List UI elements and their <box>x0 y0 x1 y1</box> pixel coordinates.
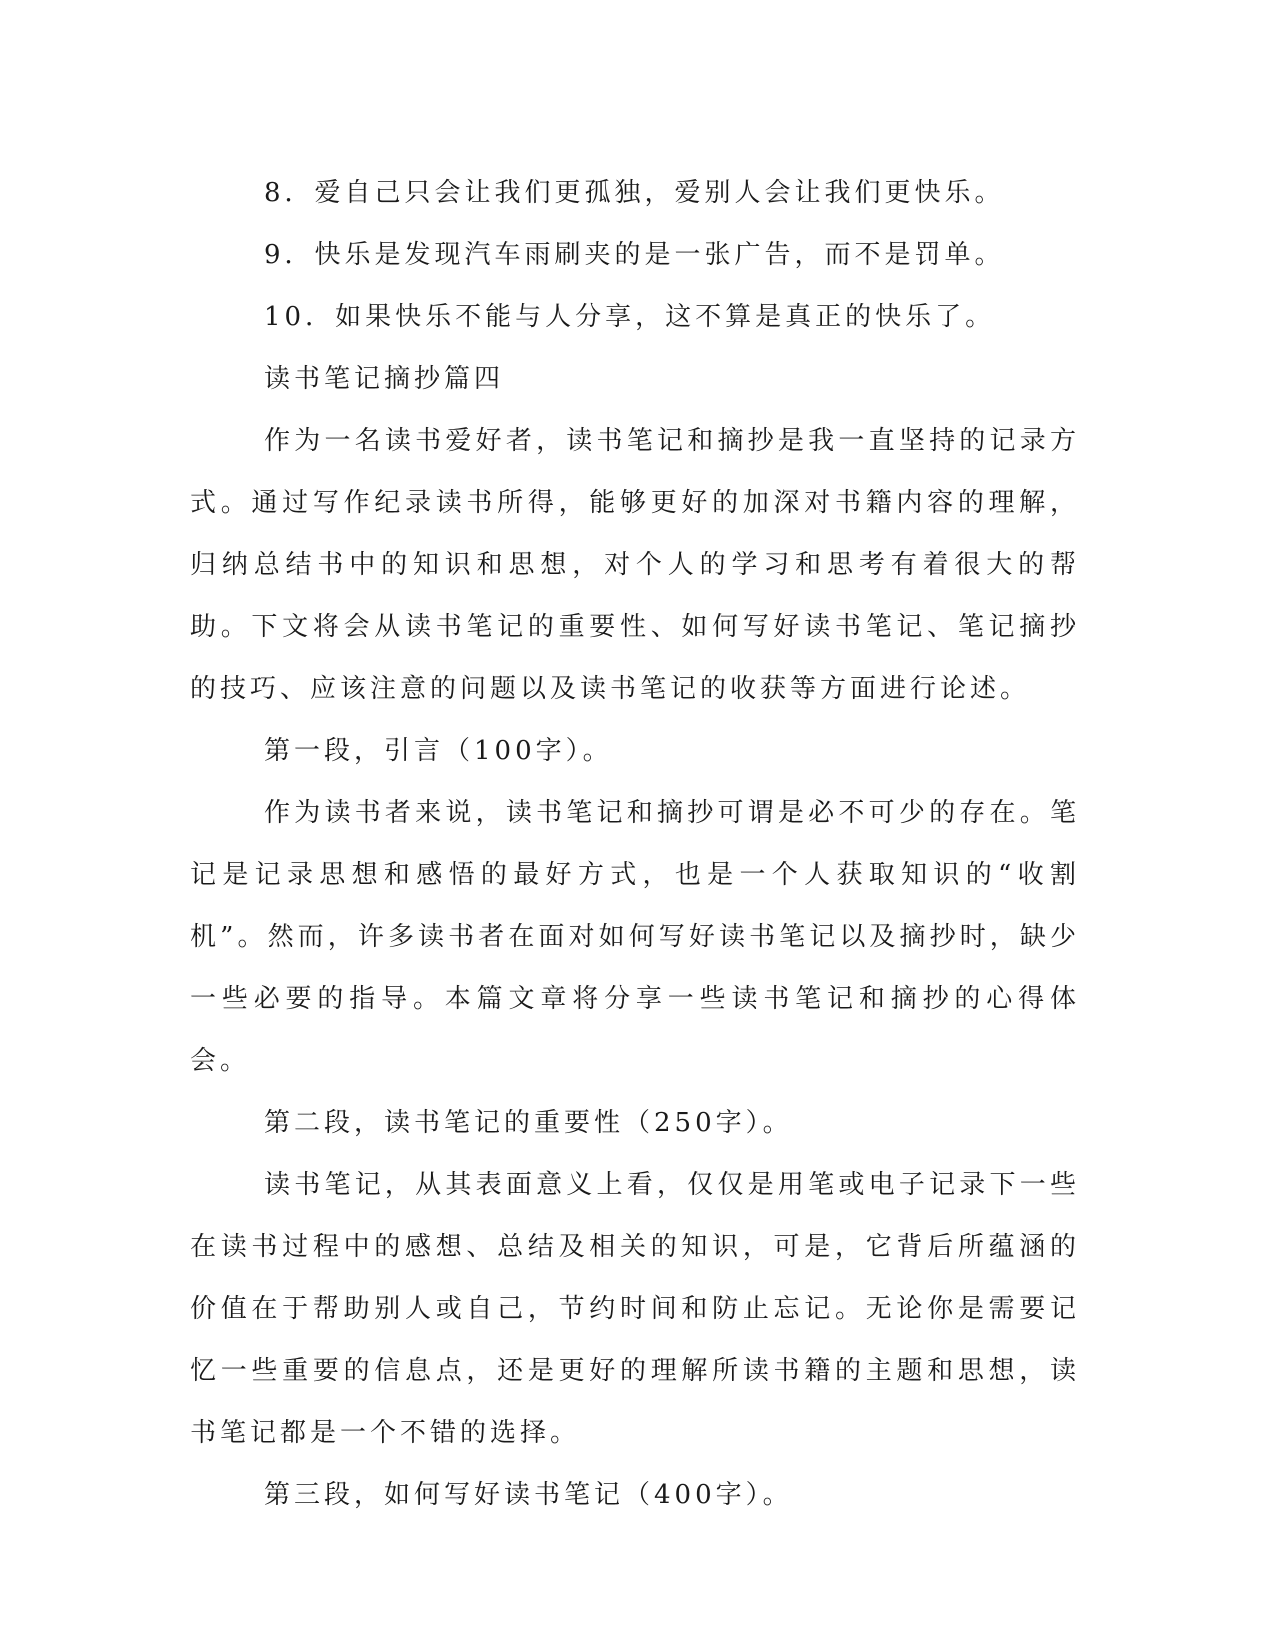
paragraph-2: 读书笔记，从其表面意义上看，仅仅是用笔或电子记录下一些在读书过程中的感想、总结及相关的知识，可是，它背后所蕴涵的价值在于帮助别人或自己，节约时间和防止忘记。无论你是需要记忆一些重要的信息点，还是更好的理解所读书籍的主题和思想，读书笔记都是一个不错的选择。 <box>190 1170 1080 1448</box>
list-item-8: 8．爱自己只会让我们更孤独，爱别人会让我们更快乐。 <box>264 178 1005 208</box>
list-item-10: 10．如果快乐不能与人分享，这不算是真正的快乐了。 <box>264 302 996 332</box>
section-heading-3: 第三段，如何写好读书笔记（400字）。 <box>264 1480 793 1510</box>
section-heading-2: 第二段，读书笔记的重要性（250字）。 <box>264 1108 793 1138</box>
document-body <box>190 162 1080 1526</box>
section-heading-1: 第一段，引言（100字）。 <box>264 736 613 766</box>
intro-paragraph: 作为一名读书爱好者，读书笔记和摘抄是我一直坚持的记录方式。通过写作纪录读书所得，能够更好的加深对书籍内容的理解，归纳总结书中的知识和思想，对个人的学习和思考有着很大的帮助。下文将会从读书笔记的重要性、如何写好读书笔记、笔记摘抄的技巧、应该注意的问题以及读书笔记的收获等方面进行论述。 <box>190 426 1080 704</box>
section-title: 读书笔记摘抄篇四 <box>264 364 505 394</box>
paragraph-1: 作为读书者来说，读书笔记和摘抄可谓是必不可少的存在。笔记是记录思想和感悟的最好方式，也是一个人获取知识的“收割机”。然而，许多读书者在面对如何写好读书笔记以及摘抄时，缺少一些必要的指导。本篇文章将分享一些读书笔记和摘抄的心得体会。 <box>190 798 1080 1076</box>
list-item-9: 9．快乐是发现汽车雨刷夹的是一张广告，而不是罚单。 <box>264 240 1005 270</box>
